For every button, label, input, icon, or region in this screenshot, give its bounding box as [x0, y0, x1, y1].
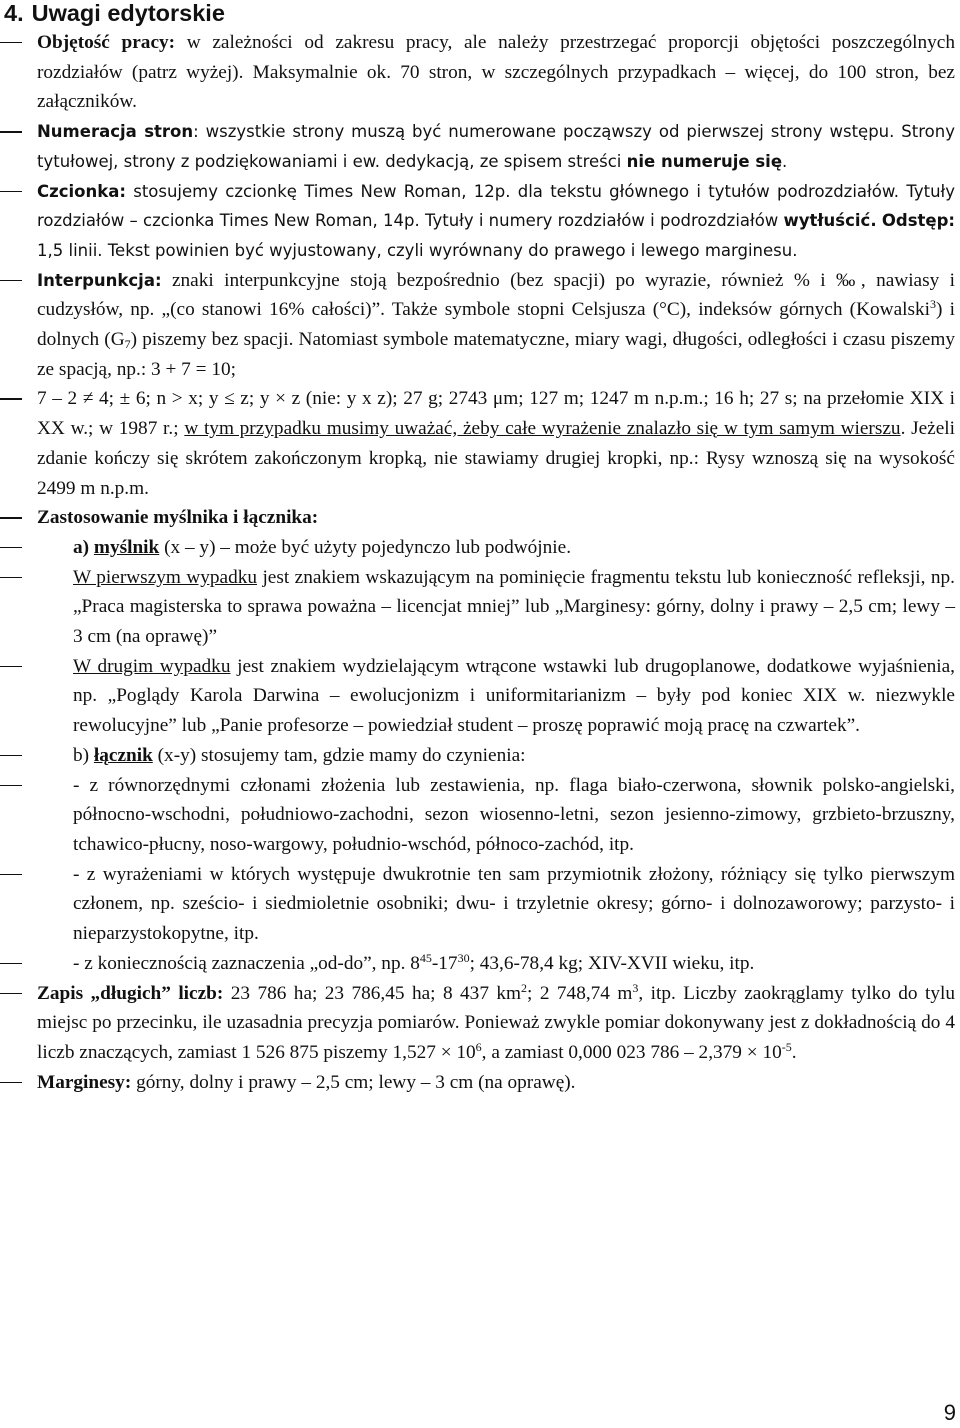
section-title: Uwagi edytorskie — [31, 0, 225, 26]
dash-bullet — [0, 741, 24, 756]
page-number: 9 — [943, 1400, 956, 1425]
dash-bullet — [0, 563, 24, 578]
dash-bullet — [0, 979, 24, 994]
dash-bullet — [0, 384, 24, 399]
list-item-numeracja: Numeracja stron: wszystkie strony muszą być numerowane począwszy od pierwszej strony wstępu. Strony tytułowej, strony z podziękowaniami i ew. dedykacją, ze spisem streści nie numeruje się. — [0, 117, 960, 176]
list-item-czcionka: Czcionka: stosujemy czcionkę Times New Roman, 12p. dla tekstu głównego i tytułów podrozdziałów. Tytuły rozdziałów – czcionka Times New Roman, 14p. Tytuły i numery rozdziałów i podrozdziałów wytłuścić. Odstęp: 1,5 linii. Tekst powinien być wyjustowany, czyli wyrównany do prawego i lewego marginesu. — [0, 177, 960, 266]
dash-bullet — [0, 28, 24, 43]
section-number: 4. — [4, 0, 24, 26]
section-heading — [4, 0, 225, 27]
list-item-dlugie-liczby: Zapis „długich” liczb: 23 786 ha; 23 786,45 ha; 8 437 $km^2$; 2 748,74 $m^3$, itp. Liczby zaokrąglamy tylko do tylu miejsc po przecinku, ile uzasadnia precyzja pomiarów. Ponieważ zwykle pomiar dokonywany jest z dokładnością do 4 liczb znaczących, zamiast 1 526 875 piszemy $1,527 \times 10^6$, a zamiast 0,000 023 $786 - 2,379 \times 10^{-5}$. — [0, 979, 960, 1068]
dash-bullet — [0, 652, 24, 667]
dash-bullet — [0, 771, 24, 786]
list-item-myslnik-heading: Zastosowanie myślnika i łącznika: — [0, 503, 960, 533]
dash-bullet — [0, 860, 24, 875]
list-item-przymiotnik: - z wyrażeniami w których występuje dwukrotnie ten sam przymiotnik złożony, różniący się tylko pierwszym członem, np. sześcio- i siedmioletnie osobniki; dwu- i trzyletnie okresy; górno- i dolnozaworowy; parzysto- i nieparzystokopytne, itp. — [0, 860, 960, 949]
list-item-pierwszy-wypadek: W pierwszym wypadku jest znakiem wskazującym na pominięcie fragmentu tekstu lub konieczność refleksji, np. „Praca magisterska to sprawa poważna – licencjat mniej” lub „Marginesy: górny, dolny i prawy – 2,5 cm; lewy – 3 cm (na oprawę)” — [0, 563, 960, 652]
list-item-objetosc: Objętość pracy: w zależności od zakresu pracy, ale należy przestrzegać proporcji objętości poszczególnych rozdziałów (patrz wyżej). Maksymalnie ok. 70 stron, w szczególnych przypadkach – więcej, do 100 stron, bez załączników. — [0, 28, 960, 117]
bullet-list — [0, 28, 960, 1097]
dash-bullet — [0, 177, 24, 192]
dash-bullet — [0, 533, 24, 548]
list-item-marginesy: Marginesy: górny, dolny i prawy – 2,5 cm; lewy – 3 cm (na oprawę). — [0, 1068, 960, 1098]
dash-bullet — [0, 1068, 24, 1083]
list-item-od-do: - z koniecznością zaznaczenia „od-do”, np. $8^{45}-17^{30}$; 43,6-78,4 kg; XIV-XVII wieku, itp. — [0, 949, 960, 979]
dash-bullet — [0, 117, 24, 132]
list-item-interpunkcja: Interpunkcja: znaki interpunkcyjne stoją bezpośrednio (bez spacji) po wyrazie, również % i ‰, nawiasy i cudzysłów, np. „(co stanowi 16% całości)”. Także symbole stopni Celsjusza (°C), indeksów górnych (Kowalski$^3$) i dolnych $(G_7)$ piszemy bez spacji. Natomiast symbole matematyczne, miary wagi, długości, odległości i czasu piszemy ze spacją, np.: 3 + 7 = 10; — [0, 266, 960, 385]
dash-bullet — [0, 266, 24, 281]
list-item-myslnik: a) myślnik (x – y) – może być użyty pojedynczo lub podwójnie. — [0, 533, 960, 563]
dash-bullet — [0, 503, 24, 518]
list-item-drugi-wypadek: W drugim wypadku jest znakiem wydzielającym wtrącone wstawki lub drugoplanowe, dodatkowe wyjaśnienia, np. „Poglądy Karola Darwina – ewolucjonizm i uniformitarianizm – były pod koniec XIX w. niezwykle rewolucyjne” lub „Panie profesorze – powiedział student – proszę poprawić moją pracę na czwartek”. — [0, 652, 960, 741]
dash-bullet — [0, 949, 24, 964]
list-item-lacznik: b) łącznik (x-y) stosujemy tam, gdzie mamy do czynienia: — [0, 741, 960, 771]
list-item-rownorzedne: - z równorzędnymi członami złożenia lub zestawienia, np. flaga biało-czerwona, słownik polsko-angielski, północno-wschodni, południowo-zachodni, sezon wiosenno-letni, sezon jesienno-zimowy, grzbieto-brzuszny, tchawico-płucny, noso-wargowy, południo-wschód, północo-zachód, itp. — [0, 771, 960, 860]
list-item-math-examples: 7 – 2 ≠ 4; ± 6; n > x; y ≤ z; y × z (nie: y x z); 27 g; 2743 μm; 127 m; 1247 m n.p.m.; 16 h; 27 s; na przełomie XIX i XX w.; w 1987 r.; w tym przypadku musimy uważać, żeby całe wyrażenie znalazło się w tym samym wierszu. Jeżeli zdanie kończy się skrótem zakończonym kropką, nie stawiamy drugiej kropki, np.: Rysy wznoszą się na wysokość 2499 m n.p.m. — [0, 384, 960, 503]
